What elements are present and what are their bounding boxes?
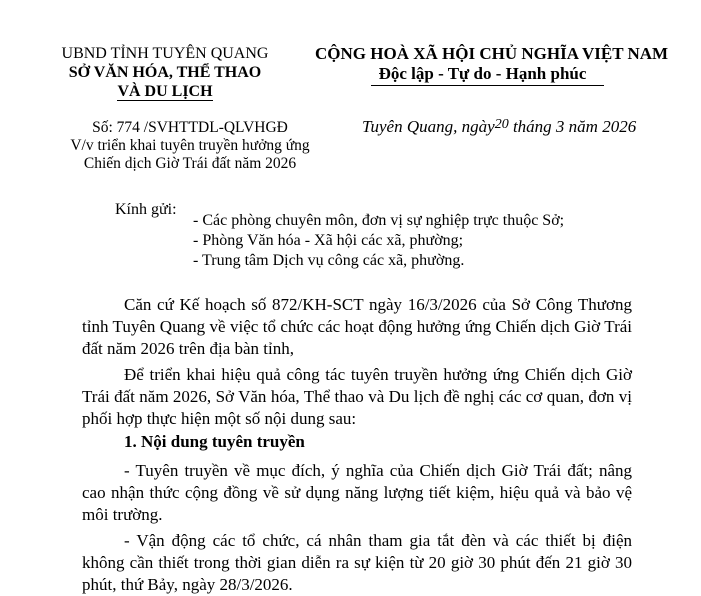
body-paragraph-intro: Để triển khai hiệu quả công tác tuyên truyền hưởng ứng Chiến dịch Giờ Trái đất năm 2026, Sở Văn hóa, Thể thao và Du lịch đề nghị các cơ quan, đơn vị phối hợp thực hiện một số nội dung sau: <box>82 365 632 428</box>
recipient-item: - Phòng Văn hóa - Xã hội các xã, phường; <box>193 232 464 249</box>
issuing-agency-header <box>40 44 290 101</box>
body-bullet-purpose: - Tuyên truyền về mục đích, ý nghĩa của Chiến dịch Giờ Trái đất; nâng cao nhận thức cộng đồng về sử dụng năng lượng tiết kiệm, hiệu quả và bảo vệ môi trường. <box>82 461 632 524</box>
country-name: CỘNG HOÀ XÃ HỘI CHỦ NGHĨA VIỆT NAM <box>315 44 669 63</box>
document-number-block <box>60 119 320 173</box>
recipients-list <box>193 211 564 271</box>
date-prefix: Tuyên Quang, ngày <box>362 117 495 136</box>
document-date <box>362 117 636 137</box>
recipient-item: - Trung tâm Dịch vụ công các xã, phường. <box>193 252 465 269</box>
authority-name: UBND TỈNH TUYÊN QUANG <box>61 45 269 62</box>
document-number: Số: 774 /SVHTTDL-QLVHGĐ <box>92 119 288 136</box>
body-paragraph-legal-basis: Căn cứ Kế hoạch số 872/KH-SCT ngày 16/3/2026 của Sở Công Thương tỉnh Tuyên Quang về việc tổ chức các hoạt động hưởng ứng Chiến dịch Giờ Trái đất năm 2026 trên địa bàn tỉnh, <box>82 295 632 358</box>
national-motto: Độc lập - Tự do - Hạnh phúc <box>371 64 605 86</box>
section-heading: 1. Nội dung tuyên truyền <box>124 432 305 451</box>
recipient-item: - Các phòng chuyên môn, đơn vị sự nghiệp trực thuộc Sở; <box>193 212 565 229</box>
date-suffix: tháng 3 năm 2026 <box>512 117 637 136</box>
national-header <box>315 44 669 86</box>
body-bullet-mobilize: - Vận động các tổ chức, cá nhân tham gia tắt đèn và các thiết bị điện không cần thiết trong thời gian diễn ra sự kiện từ 20 giờ 30 phút đến 21 giờ 30 phút, thứ Bảy, ngày 28/3/2026. <box>82 531 632 594</box>
date-day: 20 <box>494 117 509 132</box>
recipients-label: Kính gửi: <box>115 201 177 218</box>
document-subject-line1: V/v triển khai tuyên truyền hưởng ứng <box>70 137 310 154</box>
department-name-line1: SỞ VĂN HÓA, THỂ THAO <box>68 64 262 81</box>
department-name-line2: VÀ DU LỊCH <box>117 83 213 100</box>
document-subject-line2: Chiến dịch Giờ Trái đất năm 2026 <box>83 155 297 172</box>
